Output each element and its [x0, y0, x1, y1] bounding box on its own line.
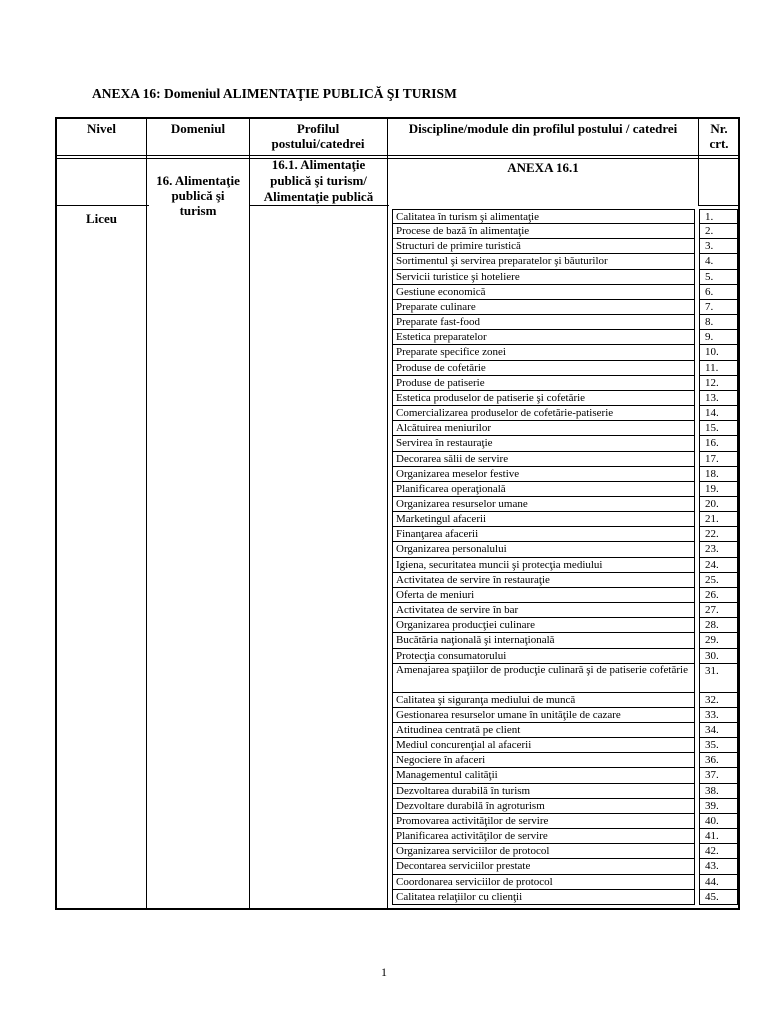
- row-number: 44.: [699, 875, 738, 890]
- header-nivel: Nivel: [87, 121, 116, 136]
- row-number: 32.: [699, 693, 738, 708]
- table-row: [392, 708, 738, 723]
- table-row: [392, 859, 738, 874]
- row-number: 23.: [699, 542, 738, 557]
- row-number: 13.: [699, 391, 738, 406]
- row-number: 12.: [699, 376, 738, 391]
- discipline-name: Preparate specifice zonei: [392, 345, 695, 360]
- row-number: 45.: [699, 890, 738, 905]
- table-row: [392, 573, 738, 588]
- discipline-name: Organizarea serviciilor de protocol: [392, 844, 695, 859]
- table-row: [392, 512, 738, 527]
- row-number: 2.: [699, 224, 738, 239]
- table-row: [392, 209, 738, 224]
- table-row: [392, 391, 738, 406]
- table-row: [392, 497, 738, 512]
- discipline-name: Coordonarea serviciilor de protocol: [392, 875, 695, 890]
- discipline-name: Marketingul afacerii: [392, 512, 695, 527]
- table-row: [392, 875, 738, 890]
- table-row: [392, 588, 738, 603]
- row-separator: [55, 205, 149, 206]
- row-separator: [249, 205, 389, 206]
- row-number: 3.: [699, 239, 738, 254]
- row-number: 28.: [699, 618, 738, 633]
- row-number: 26.: [699, 588, 738, 603]
- discipline-name: Decorarea sălii de servire: [392, 452, 695, 467]
- header-discipline: Discipline/module din profilul postului / catedrei: [408, 121, 678, 136]
- table-row: [392, 376, 738, 391]
- nivel-cell: Liceu: [85, 211, 118, 226]
- discipline-name: Preparate culinare: [392, 300, 695, 315]
- row-number: 4.: [699, 254, 738, 269]
- row-number: 42.: [699, 844, 738, 859]
- header-separator: [55, 155, 740, 156]
- discipline-name: Produse de cofetărie: [392, 361, 695, 376]
- row-number: 22.: [699, 527, 738, 542]
- discipline-name: Gestiune economică: [392, 285, 695, 300]
- table-row: [392, 406, 738, 421]
- row-number: 40.: [699, 814, 738, 829]
- row-number: 20.: [699, 497, 738, 512]
- row-separator: [698, 205, 740, 206]
- row-number: 25.: [699, 573, 738, 588]
- discipline-name: Atitudinea centrată pe client: [392, 723, 695, 738]
- table-row: [392, 753, 738, 768]
- discipline-name: Bucătăria naţională şi internaţională: [392, 633, 695, 648]
- row-number: 15.: [699, 421, 738, 436]
- discipline-name: Gestionarea resurselor umane în unităţile de cazare: [392, 708, 695, 723]
- discipline-name: Dezvoltarea durabilă în turism: [392, 784, 695, 799]
- col-divider: [387, 117, 388, 910]
- discipline-name: Estetica produselor de patiserie şi cofetărie: [392, 391, 695, 406]
- table-row: [392, 649, 738, 664]
- row-number: 30.: [699, 649, 738, 664]
- discipline-name: Igiena, securitatea muncii şi protecţia mediului: [392, 558, 695, 573]
- table-row: [392, 467, 738, 482]
- discipline-name: Promovarea activităţilor de servire: [392, 814, 695, 829]
- table-row: [392, 618, 738, 633]
- table-row: [392, 285, 738, 300]
- table-row: [392, 315, 738, 330]
- table-row: [392, 527, 738, 542]
- table-row: [392, 239, 738, 254]
- row-number: 1.: [699, 209, 738, 224]
- discipline-name: Finanţarea afacerii: [392, 527, 695, 542]
- discipline-name: Preparate fast-food: [392, 315, 695, 330]
- domeniu-cell: 16. Alimentaţie publică şi turism: [156, 173, 240, 218]
- discipline-name: Oferta de meniuri: [392, 588, 695, 603]
- discipline-name: Procese de bază în alimentaţie: [392, 224, 695, 239]
- table-row: [392, 890, 738, 905]
- row-number: 19.: [699, 482, 738, 497]
- discipline-name: Activitatea de servire în restauraţie: [392, 573, 695, 588]
- discipline-name: Organizarea personalului: [392, 542, 695, 557]
- table-row: [392, 829, 738, 844]
- header-domeniul: Domeniul: [170, 121, 226, 136]
- page-title: ANEXA 16: Domeniul ALIMENTAŢIE PUBLICĂ ŞI TURISM: [92, 86, 457, 101]
- discipline-name: Planificarea activităţilor de servire: [392, 829, 695, 844]
- discipline-name: Calitatea în turism şi alimentaţie: [392, 209, 695, 224]
- row-number: 8.: [699, 315, 738, 330]
- table-row: [392, 558, 738, 573]
- discipline-name: Organizarea resurselor umane: [392, 497, 695, 512]
- row-number: 9.: [699, 330, 738, 345]
- page-number: 1: [381, 965, 387, 979]
- table-row: [392, 784, 738, 799]
- row-number: 27.: [699, 603, 738, 618]
- table-row: [392, 603, 738, 618]
- discipline-name: Estetica preparatelor: [392, 330, 695, 345]
- row-number: 17.: [699, 452, 738, 467]
- discipline-name: Protecţia consumatorului: [392, 649, 695, 664]
- discipline-list: [392, 209, 738, 905]
- row-number: 6.: [699, 285, 738, 300]
- row-number: 34.: [699, 723, 738, 738]
- table-row: [392, 814, 738, 829]
- row-number: 38.: [699, 784, 738, 799]
- table-row: [392, 844, 738, 859]
- col-divider: [698, 117, 699, 205]
- discipline-name: Dezvoltare durabilă în agroturism: [392, 799, 695, 814]
- discipline-name: Servirea în restauraţie: [392, 436, 695, 451]
- discipline-name: Organizarea producţiei culinare: [392, 618, 695, 633]
- discipline-name: Planificarea operaţională: [392, 482, 695, 497]
- table-row: [392, 224, 738, 239]
- row-number: 37.: [699, 768, 738, 783]
- discipline-name: Produse de patiserie: [392, 376, 695, 391]
- anexa-label: ANEXA 16.1: [507, 160, 579, 175]
- row-number: 36.: [699, 753, 738, 768]
- discipline-name: Organizarea meselor festive: [392, 467, 695, 482]
- table-row: [392, 768, 738, 783]
- header-separator: [55, 158, 740, 159]
- discipline-name: Calitatea şi siguranţa mediului de muncă: [392, 693, 695, 708]
- discipline-name: Managementul calităţii: [392, 768, 695, 783]
- table-row: [392, 452, 738, 467]
- table-row: [392, 664, 738, 693]
- header-nr: Nr. crt.: [709, 121, 729, 151]
- discipline-name: Servicii turistice şi hoteliere: [392, 270, 695, 285]
- row-number: 41.: [699, 829, 738, 844]
- table-row: [392, 723, 738, 738]
- table-row: [392, 738, 738, 753]
- discipline-name: Comercializarea produselor de cofetărie-patiserie: [392, 406, 695, 421]
- discipline-name: Calitatea relaţiilor cu clienţii: [392, 890, 695, 905]
- table-row: [392, 693, 738, 708]
- table-row: [392, 542, 738, 557]
- row-number: 31.: [699, 664, 738, 693]
- table-row: [392, 345, 738, 360]
- table-row: [392, 482, 738, 497]
- discipline-name: Mediul concurenţial al afacerii: [392, 738, 695, 753]
- row-number: 35.: [699, 738, 738, 753]
- discipline-name: Amenajarea spaţiilor de producţie culinară şi de patiserie cofetărie: [392, 664, 695, 693]
- row-number: 18.: [699, 467, 738, 482]
- row-number: 16.: [699, 436, 738, 451]
- row-number: 24.: [699, 558, 738, 573]
- discipline-name: Structuri de primire turistică: [392, 239, 695, 254]
- row-number: 43.: [699, 859, 738, 874]
- header-profilul: Profilul postului/catedrei: [271, 121, 365, 151]
- table-row: [392, 421, 738, 436]
- discipline-name: Negociere în afaceri: [392, 753, 695, 768]
- row-number: 10.: [699, 345, 738, 360]
- table-row: [392, 270, 738, 285]
- table-row: [392, 436, 738, 451]
- col-divider: [146, 117, 147, 910]
- row-number: 33.: [699, 708, 738, 723]
- discipline-name: Sortimentul şi servirea preparatelor şi băuturilor: [392, 254, 695, 269]
- discipline-name: Alcătuirea meniurilor: [392, 421, 695, 436]
- table-row: [392, 300, 738, 315]
- row-number: 7.: [699, 300, 738, 315]
- table-row: [392, 254, 738, 269]
- row-number: 14.: [699, 406, 738, 421]
- profil-cell: 16.1. Alimentaţie publică şi turism/ Alimentaţie publică: [263, 157, 374, 204]
- table-row: [392, 330, 738, 345]
- table-row: [392, 361, 738, 376]
- row-number: 5.: [699, 270, 738, 285]
- row-number: 29.: [699, 633, 738, 648]
- row-number: 39.: [699, 799, 738, 814]
- col-divider: [249, 117, 250, 910]
- table-row: [392, 633, 738, 648]
- table-row: [392, 799, 738, 814]
- row-number: 21.: [699, 512, 738, 527]
- discipline-name: Decontarea serviciilor prestate: [392, 859, 695, 874]
- row-number: 11.: [699, 361, 738, 376]
- discipline-name: Activitatea de servire în bar: [392, 603, 695, 618]
